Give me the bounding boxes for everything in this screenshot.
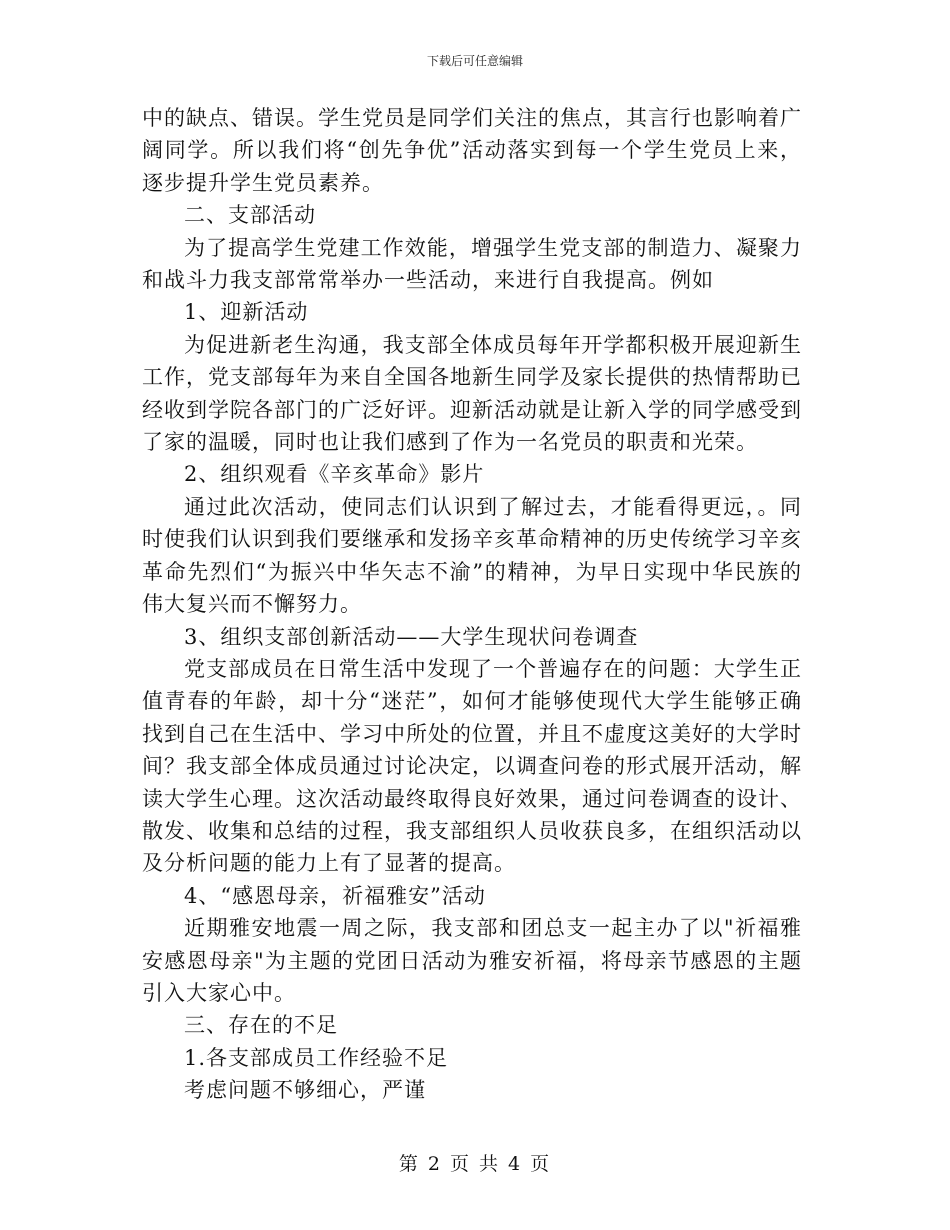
section-heading-shortcomings: 三、存在的不足 (184, 1013, 338, 1038)
paragraph-branch-intro: 为了提高学生党建工作效能，增强学生党支部的制造力、凝聚力和战斗力我支部常常举办一些活动，来进行自我提高。例如 (142, 235, 802, 293)
document-body (142, 102, 802, 1107)
subheading-film-viewing: 2、组织观看《辛亥革命》影片 (184, 462, 485, 487)
page-header (0, 53, 950, 69)
section-heading-branch-activities: 二、支部活动 (184, 203, 316, 228)
subheading-gratitude-activity: 4、“感恩母亲，祈福雅安”活动 (184, 883, 486, 908)
subheading-lack-of-experience: 1.各支部成员工作经验不足 (184, 1045, 449, 1070)
paragraph-survey-activity: 党支部成员在日常生活中发现了一个普遍存在的问题：大学生正值青春的年龄，却十分“迷茫”，如何才能够使现代大学生能够正确找到自己在生活中、学习中所处的位置，并且不虚度这美好的大学时间？我支部全体成员通过讨论决定，以调查问卷的形式展开活动，解读大学生心理。这次活动最终取得良好效果，通过问卷调查的设计、散发、收集和总结的过程，我支部组织人员收获良多，在组织活动以及分析问题的能力上有了显著的提高。 (142, 656, 802, 876)
subheading-survey-activity: 3、组织支部创新活动——大学生现状问卷调查 (184, 624, 639, 649)
page-footer (0, 1152, 950, 1176)
page-number: 第 2 页 共 4 页 (398, 1153, 552, 1175)
paragraph-gratitude-activity: 近期雅安地震一周之际，我支部和团总支一起主办了以"祈福雅安感恩母亲"为主题的党团日活动为雅安祈福，将母亲节感恩的主题引入大家心中。 (142, 916, 802, 1005)
paragraph-lack-of-experience: 考虑问题不够细心，严谨 (184, 1078, 426, 1103)
header-note: 下载后可任意编辑 (426, 54, 523, 68)
paragraph-film-viewing: 通过此次活动，使同志们认识到了解过去，才能看得更远，。同时使我们认识到我们要继承和发扬辛亥革命精神的历史传统学习辛亥革命先烈们“为振兴中华矢志不渝”的精神，为早日实现中华民族的伟大复兴而不懈努力。 (142, 494, 802, 617)
paragraph-welcome-activity: 为促进新老生沟通，我支部全体成员每年开学都积极开展迎新生工作，党支部每年为来自全国各地新生同学及家长提供的热情帮助已经收到学院各部门的广泛好评。迎新活动就是让新入学的同学感受到了家的温暖，同时也让我们感到了作为一名党员的职责和光荣。 (142, 332, 802, 455)
subheading-welcome-activity: 1、迎新活动 (184, 300, 309, 325)
paragraph-continuation: 中的缺点、错误。学生党员是同学们关注的焦点，其言行也影响着广阔同学。所以我们将“创先争优”活动落实到每一个学生党员上来，逐步提升学生党员素养。 (142, 106, 802, 195)
